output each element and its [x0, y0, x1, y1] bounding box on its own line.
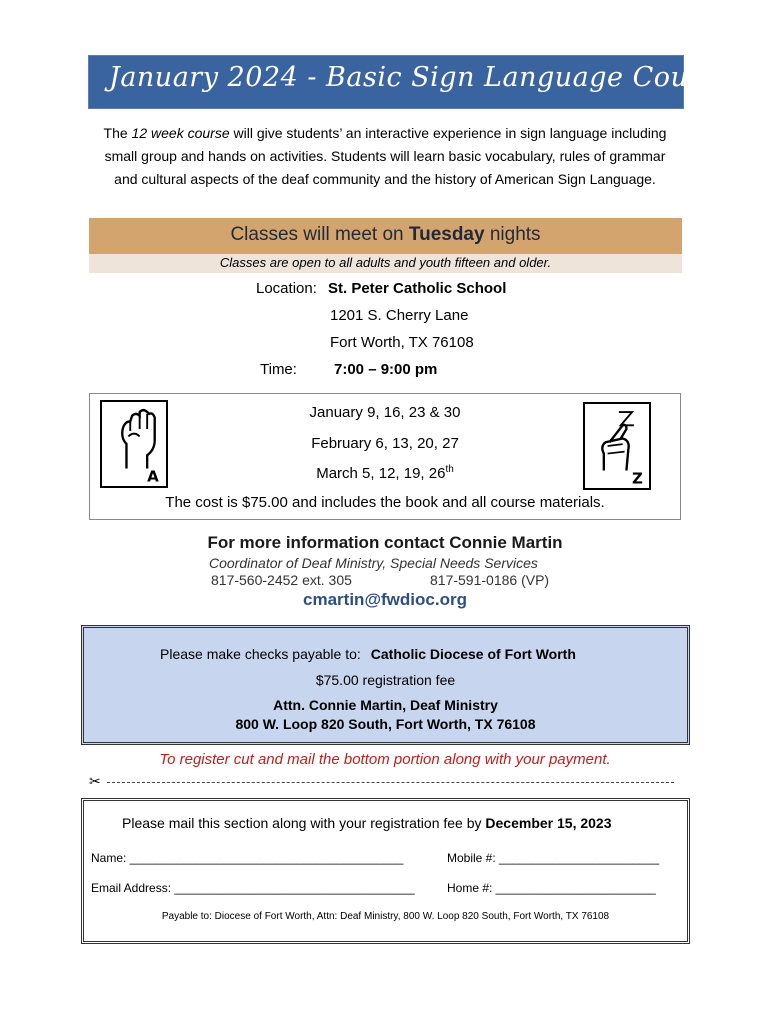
contact-title: For more information contact Connie Martin: [207, 533, 563, 552]
time-label: Time:: [260, 361, 297, 378]
registration-fee: $75.00 registration fee: [315, 672, 456, 688]
location-address-line1: 1201 S. Cherry Lane: [330, 307, 469, 324]
registration-instruction: [122, 815, 612, 831]
payment-box: [81, 625, 690, 745]
registration-deadline: December 15, 2023: [485, 815, 612, 831]
cut-line: [89, 775, 674, 789]
dates-january: January 9, 16, 23 & 30: [309, 404, 461, 421]
checks-label: Please make checks payable to:: [160, 646, 361, 662]
dates-february: February 6, 13, 20, 27: [311, 435, 459, 452]
title-banner: [88, 55, 733, 109]
contact-phone-vp: 817-591-0186 (VP): [430, 572, 550, 588]
dashed-divider: [107, 782, 674, 783]
intro-emphasis: 12 week course: [131, 125, 230, 141]
intro-text-before: The: [103, 125, 132, 141]
meeting-heading-suffix: nights: [484, 224, 541, 245]
registration-form: [81, 798, 690, 944]
scissors-icon: ✂: [89, 773, 101, 789]
intro-text-after: will give students’ an interactive experience in sign language including small group and hands on activities. Students will learn basic vocabulary, rules of grammar and cultural aspects of the deaf community and the history of American Sign Language.: [104, 125, 667, 187]
payment-address: 800 W. Loop 820 South, Fort Worth, TX 76108: [235, 716, 536, 732]
dates-march-text: March 5, 12, 19, 26: [316, 465, 446, 482]
contact-role: Coordinator of Deaf Ministry, Special Needs Services: [209, 555, 538, 571]
schedule-box: [89, 393, 681, 520]
contact-phone-office: 817-560-2452 ext. 305: [211, 572, 352, 588]
page-title: January 2024 - Basic Sign Language Course: [109, 62, 733, 93]
checks-payable-line: [160, 646, 576, 662]
location-address-line2: Fort Worth, TX 76108: [330, 334, 474, 351]
location-name: St. Peter Catholic School: [328, 280, 507, 297]
cost-text: The cost is $75.00 and includes the book and all course materials.: [165, 494, 605, 511]
email-address-field[interactable]: Email Address: ____________________________________: [91, 881, 415, 895]
cut-instruction: To register cut and mail the bottom portion along with your payment.: [159, 751, 611, 768]
intro-paragraph: [100, 122, 670, 191]
location-label: Location:: [256, 280, 317, 297]
hand-a-letter: A: [147, 467, 159, 486]
dates-march: [90, 464, 680, 482]
meeting-heading: [89, 224, 682, 246]
meeting-heading-prefix: Classes will meet on: [230, 224, 409, 245]
meeting-day: Tuesday: [408, 224, 485, 245]
dates-march-suffix: th: [445, 464, 454, 475]
payable-to-note: Payable to: Diocese of Fort Worth, Attn: Deaf Ministry, 800 W. Loop 820 South, Fort Worth, TX 76108: [161, 911, 610, 922]
meeting-band: [89, 218, 682, 273]
name-field[interactable]: Name: _________________________________________: [91, 851, 404, 865]
checks-payee: Catholic Diocese of Fort Worth: [370, 646, 576, 662]
hand-z-letter: Z: [632, 469, 643, 488]
meeting-subheading: Classes are open to all adults and youth fifteen and older.: [219, 255, 552, 270]
time-value: 7:00 – 9:00 pm: [334, 361, 438, 378]
registration-instruction-text: Please mail this section along with your registration fee by: [122, 815, 486, 831]
home-phone-field[interactable]: Home #: ________________________: [447, 881, 656, 895]
payment-attn: Attn. Connie Martin, Deaf Ministry: [273, 697, 498, 713]
mobile-field[interactable]: Mobile #: ________________________: [447, 851, 660, 865]
contact-email-link[interactable]: cmartin@fwdioc.org: [303, 590, 467, 609]
